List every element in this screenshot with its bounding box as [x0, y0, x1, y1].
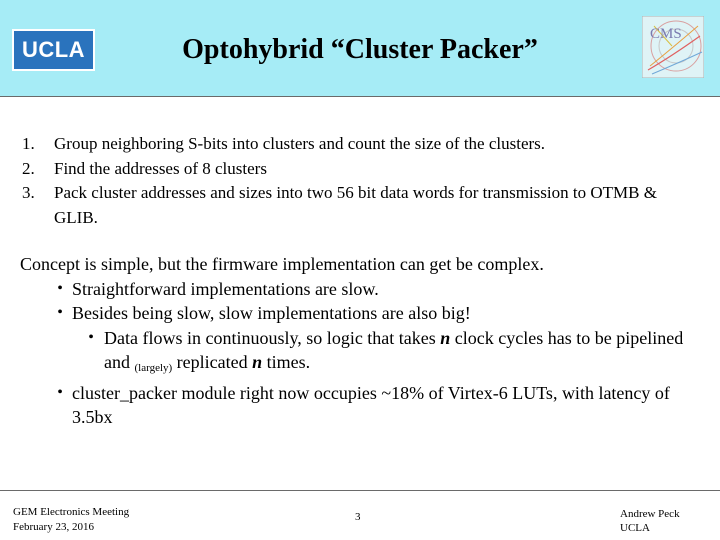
cms-logo-icon	[642, 16, 704, 78]
list-item	[22, 157, 702, 182]
list-item	[22, 181, 702, 230]
bullet-item	[20, 301, 700, 326]
bullet-text: cluster_packer module right now occupies ~18% of Virtex-6 LUTs, with latency of 3.5bx	[72, 382, 670, 427]
footer-meeting: GEM Electronics Meeting	[13, 506, 130, 518]
footer-meeting-info	[13, 505, 129, 534]
footer-author: Andrew Peck	[620, 508, 680, 520]
list-text: Pack cluster addresses and sizes into two 56 bit data words for transmission to OTMB & GLIB.	[54, 183, 657, 227]
bullet-icon: •	[57, 383, 63, 401]
bullet-icon: •	[88, 328, 94, 346]
footer-date: February 23, 2016	[13, 520, 94, 533]
sub-bullet-text: Data flows in continuously, so logic that takes n clock cycles has to be pipelined and $_{(largely)}$ replicated n times.	[104, 327, 684, 374]
bullet-item	[20, 277, 700, 302]
cms-logo-text: CMS	[650, 26, 682, 42]
list-number: 1.	[22, 134, 35, 153]
list-text: Group neighboring S-bits into clusters and count the size of the clusters.	[54, 134, 546, 153]
list-item	[22, 132, 702, 157]
list-text: Find the addresses of 8 clusters	[54, 158, 267, 178]
ucla-logo-text: UCLA	[21, 37, 86, 62]
bullet-text: Straightforward implementations are slow.	[72, 278, 379, 299]
bullet-text: Besides being slow, slow implementations are also big!	[72, 303, 471, 323]
sub-bullet-item	[20, 326, 700, 381]
bullet-icon: •	[57, 279, 63, 297]
list-number: 3.	[22, 183, 35, 202]
bullet-item	[20, 381, 700, 430]
footer-author-info	[620, 507, 680, 535]
slide-title: Optohybrid “Cluster Packer”	[182, 34, 538, 65]
footer-divider	[0, 490, 720, 491]
bullet-icon: •	[57, 304, 63, 321]
list-number: 2.	[22, 158, 35, 178]
numbered-list	[22, 132, 702, 230]
ucla-logo	[12, 29, 95, 71]
concept-section	[20, 252, 700, 430]
concept-intro: Concept is simple, but the firmware implementation can get be complex.	[20, 254, 544, 274]
slide-header	[0, 0, 720, 97]
page-number: 3	[355, 511, 361, 523]
footer-institution: UCLA	[620, 522, 650, 534]
